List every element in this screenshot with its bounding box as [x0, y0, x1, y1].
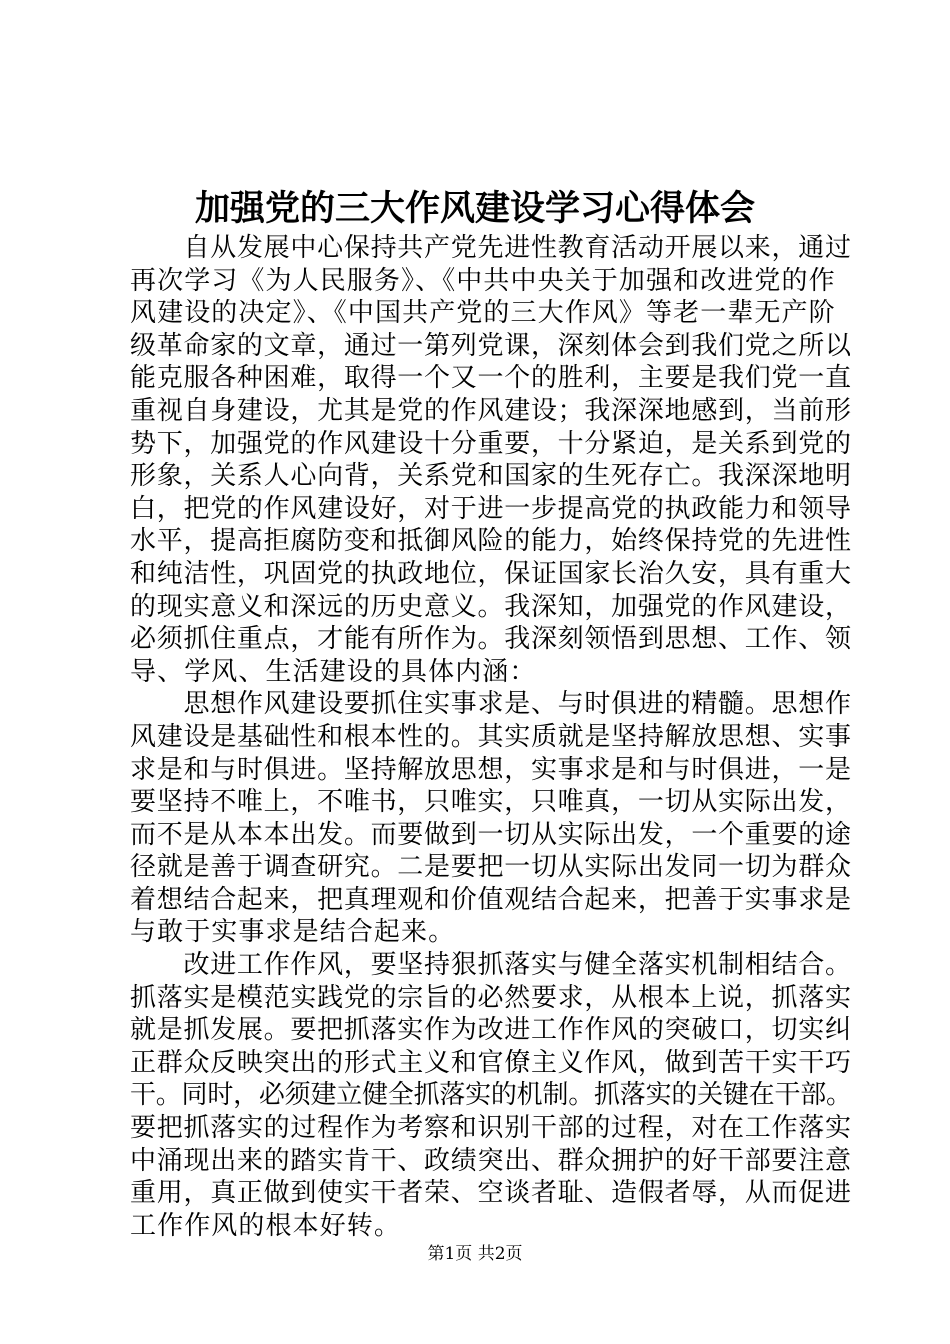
document-title: 加强党的三大作风建设学习心得体会	[194, 188, 755, 229]
body-line: 风建设是基础性和根本性的。其实质就是坚持解放思想、实事	[130, 721, 852, 752]
body-line: 求是和与时俱进。坚持解放思想，实事求是和与时俱进，一是	[130, 754, 852, 785]
body-line: 而不是从本本出发。而要做到一切从实际出发，一个重要的途	[130, 819, 852, 850]
body-line: 径就是善于调查研究。二是要把一切从实际出发同一切为群众	[130, 852, 852, 883]
body-line: 重用，真正做到使实干者荣、空谈者耻、造假者辱，从而促进	[130, 1178, 852, 1209]
body-line: 导、学风、生活建设的具体内涵：	[130, 656, 537, 687]
body-line: 能克服各种困难，取得一个又一个的胜利，主要是我们党一直	[130, 363, 852, 394]
body-line: 白，把党的作风建设好，对于进一步提高党的执政能力和领导	[130, 493, 852, 524]
body-line: 重视自身建设，尤其是党的作风建设；我深深地感到，当前形	[130, 395, 852, 426]
body-line: 正群众反映突出的形式主义和官僚主义作风，做到苦干实干巧	[130, 1047, 852, 1078]
body-line: 抓落实是模范实践党的宗旨的必然要求，从根本上说，抓落实	[130, 982, 852, 1013]
body-line: 就是抓发展。要把抓落实作为改进工作作风的突破口，切实纠	[130, 1015, 852, 1046]
body-line: 形象，关系人心向背，关系党和国家的生死存亡。我深深地明	[130, 461, 852, 492]
body-line: 的现实意义和深远的历史意义。我深知，加强党的作风建设，	[130, 591, 852, 622]
body-line: 要把抓落实的过程作为考察和识别干部的过程，对在工作落实	[130, 1113, 852, 1144]
body-line: 势下，加强党的作风建设十分重要，十分紧迫，是关系到党的	[130, 428, 852, 459]
body-line: 工作作风的根本好转。	[130, 1210, 402, 1241]
body-line: 思想作风建设要抓住实事求是、与时俱进的精髓。思想作	[130, 689, 852, 720]
body-line: 风建设的决定》、《中国共产党的三大作风》等老一辈无产阶	[130, 298, 836, 329]
body-line: 要坚持不唯上，不唯书，只唯实，只唯真，一切从实际出发，	[130, 787, 852, 818]
page-footer: 第1页 共2页	[427, 1244, 523, 1264]
body-line: 改进工作作风，要坚持狠抓落实与健全落实机制相结合。	[130, 950, 852, 981]
body-line: 着想结合起来，把真理观和价值观结合起来，把善于实事求是	[130, 884, 852, 915]
body-line: 中涌现出来的踏实肯干、政绩突出、群众拥护的好干部要注意	[130, 1145, 852, 1176]
body-line: 必须抓住重点，才能有所作为。我深刻领悟到思想、工作、领	[130, 624, 852, 655]
body-line: 级革命家的文章，通过一第列党课，深刻体会到我们党之所以	[130, 330, 852, 361]
body-line: 水平，提高拒腐防变和抵御风险的能力，始终保持党的先进性	[130, 526, 852, 557]
document-body	[130, 232, 850, 1242]
body-line: 再次学习《为人民服务》、《中共中央关于加强和改进党的作	[130, 265, 836, 296]
body-line: 与敢于实事求是结合起来。	[130, 917, 456, 948]
body-line: 干。同时，必须建立健全抓落实的机制。抓落实的关键在干部。	[130, 1080, 852, 1111]
body-line: 自从发展中心保持共产党先进性教育活动开展以来，通过	[130, 233, 852, 263]
body-line: 和纯洁性，巩固党的执政地位，保证国家长治久安，具有重大	[130, 558, 852, 589]
